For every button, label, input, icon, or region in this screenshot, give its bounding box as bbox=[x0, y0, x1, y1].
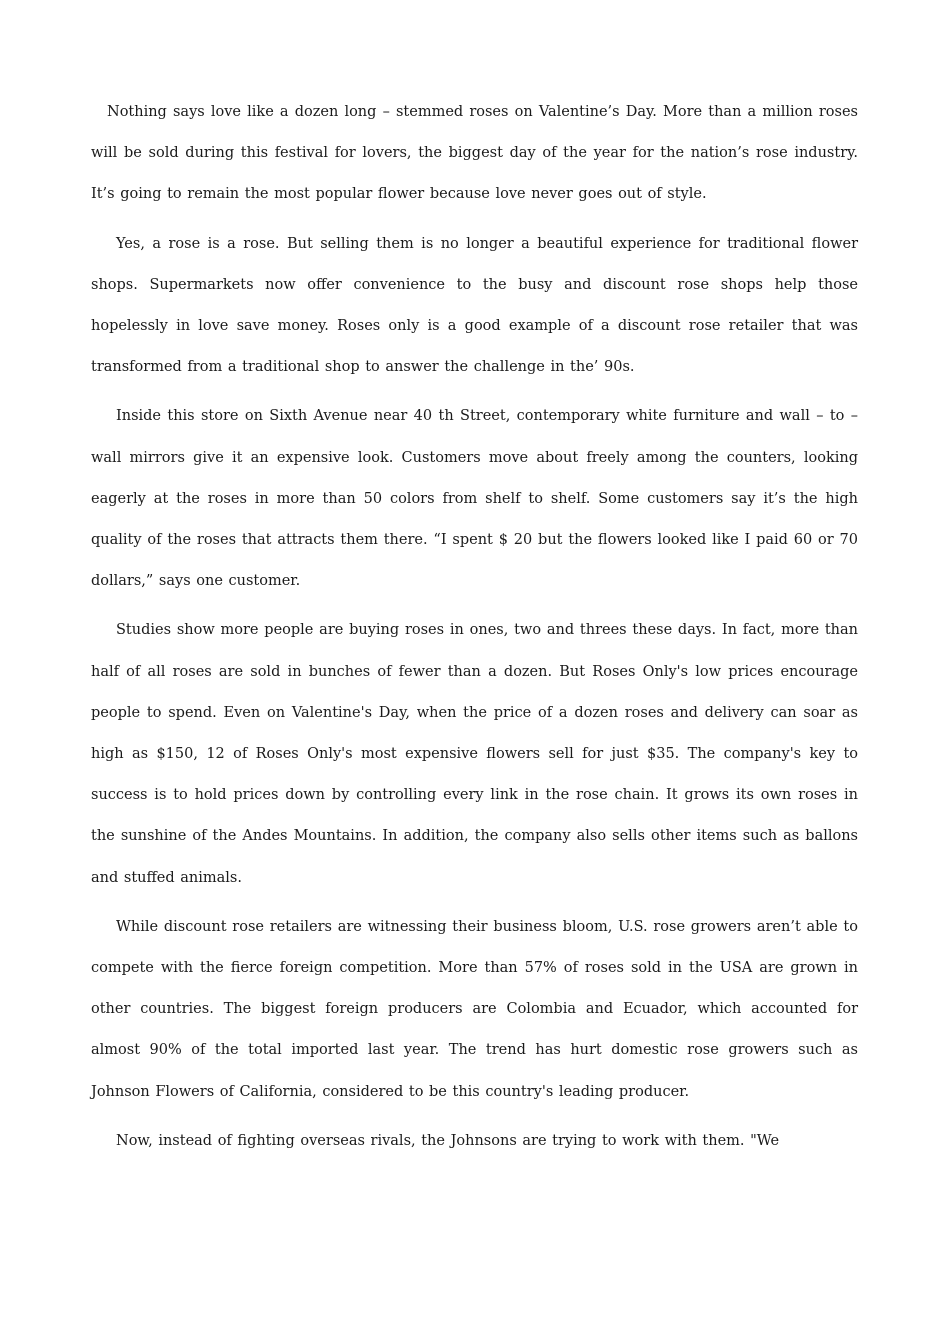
paragraph-3: Inside this store on Sixth Avenue near 40 th Street, contemporary white furniture and wall – to – wall mirrors give it an expensive look. Customers move about freely among the counters, looking eagerly at the roses in more than 50 colors from shelf to shelf. Some customers say it’s the high quality of the roses that attracts them there. “I spent $ 20 but the flowers looked like I paid 60 or 70 dollars,” says one customer. bbox=[91, 408, 858, 590]
paragraph-1: Nothing says love like a dozen long – stemmed roses on Valentine’s Day. More than a million roses will be sold during this festival for lovers, the biggest day of the year for the nation’s rose industry. It’s going to remain the most popular flower because love never goes out of style. bbox=[91, 104, 858, 203]
document-page bbox=[91, 92, 858, 1162]
paragraph-6: Now, instead of fighting overseas rivals, the Johnsons are trying to work with them. "We bbox=[116, 1132, 780, 1149]
paragraph-4: Studies show more people are buying roses in ones, two and threes these days. In fact, more than half of all roses are sold in bunches of fewer than a dozen. But Roses Only's low prices encourage people to spend. Even on Valentine's Day, when the price of a dozen roses and delivery can soar as high as $150, 12 of Roses Only's most expensive flowers sell for just $35. The company's key to success is to hold prices down by controlling every link in the rose chain. It grows its own roses in the sunshine of the Andes Mountains. In addition, the company also sells other items such as ballons and stuffed animals. bbox=[91, 622, 858, 886]
paragraph-5: While discount rose retailers are witnessing their business bloom, U.S. rose growers aren’t able to compete with the fierce foreign competition. More than 57% of roses sold in the USA are grown in other countries. The biggest foreign producers are Colombia and Ecuador, which accounted for almost 90% of the total imported last year. The trend has hurt domestic rose growers such as Johnson Flowers of California, considered to be this country's leading producer. bbox=[91, 918, 858, 1100]
paragraph-2: Yes, a rose is a rose. But selling them is no longer a beautiful experience for traditional flower shops. Supermarkets now offer convenience to the busy and discount rose shops help those hopelessly in love save money. Roses only is a good example of a discount rose retailer that was transformed from a traditional shop to answer the challenge in the’ 90s. bbox=[91, 235, 858, 376]
